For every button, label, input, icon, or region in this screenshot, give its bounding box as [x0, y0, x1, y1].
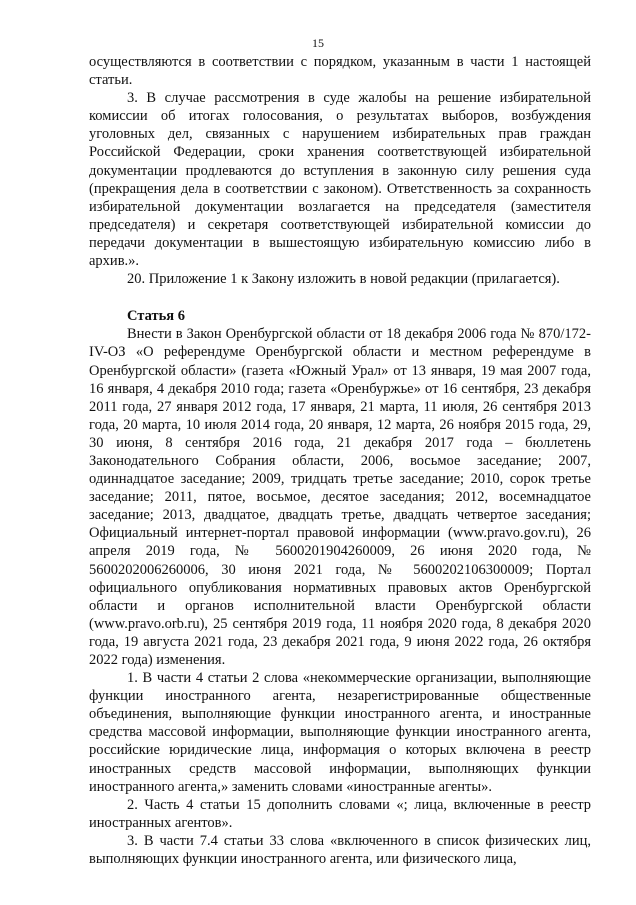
page-number: 15	[312, 36, 324, 50]
paragraph-item-20: 20. Приложение 1 к Закону изложить в новой редакции (прилагается).	[127, 271, 560, 288]
paragraph-item-3b: 3. В части 7.4 статьи 33 слова «включенного в список физических лиц, выполняющих функции иностранного агента, или физического лица,	[89, 832, 591, 868]
paragraph-item-1: 1. В части 4 статьи 2 слова «некоммерческие организации, выполняющие функции иностранного агента, незарегистрированные общественные объединения, выполняющие функции иностранного агента, и иностранные средства массовой информации, выполняющие функции иностранного агента, российские юридические лица, информация о которых включена в реестр иностранных средств массовой информации, выполняющих функции иностранного агента,» заменить словами «иностранные агенты».	[89, 670, 591, 795]
paragraph-item-2: 2. Часть 4 статьи 15 дополнить словами «; лица, включенные в реестр иностранных агентов».	[89, 796, 591, 831]
article-heading: Статья 6	[127, 308, 185, 325]
paragraph-continuation: осуществляются в соответствии с порядком, указанным в части 1 настоящей статьи.	[89, 54, 591, 89]
document-body	[89, 53, 591, 868]
paragraph-item-3: 3. В случае рассмотрения в суде жалобы на решение избирательной комиссии об итогах голосования, о результатах выборов, возбуждения уголовных дел, связанных с нарушением избирательных прав граждан Российской Федерации, сроки хранения соответствующей избирательной документации продлеваются до вступления в законную силу решения суда (прекращения дела в соответствии с законом). Ответственность за сохранность избирательной документации возлагается на председателя (заместителя председателя) и секретаря соответствующей избирательной комиссии до передачи документации в вышестоящую избирательную комиссию либо в архив.».	[89, 90, 591, 270]
article-intro-paragraph: Внести в Закон Оренбургской области от 18 декабря 2006 года № 870/172-IV-ОЗ «О референдуме Оренбургской области и местном референдуме в Оренбургской области» (газета «Южный Урал» от 13 января, 19 мая 2007 года, 16 января, 4 декабря 2010 года; газета «Оренбуржье» от 16 сентября, 23 декабря 2011 года, 27 января 2012 года, 17 января, 21 марта, 11 июля, 26 сентября 2013 года, 20 марта, 10 июля 2014 года, 20 января, 12 марта, 26 ноября 2015 года, 29, 30 июня, 8 сентября 2016 года, 21 декабря 2017 года – бюллетень Законодательного Собрания области, 2006, восьмое заседание; 2007, одиннадцатое заседание; 2009, тридцать третье заседание; 2010, сорок третье заседание; 2011, пятое, восьмое, десятое заседания; 2012, восемнадцатое заседание; 2013, двадцатое, двадцать третье, двадцать четвертое заседания; Официальный интернет-портал правовой информации (www.pravo.gov.ru), 26 апреля 2019 года, № 5600201904260009, 26 июня 2020 года, № 5600202006260006, 30 июня 2021 года, № 5600202106300009; Портал официального опубликования нормативных правовых актов Оренбургской области и органов исполнительной власти Оренбургской области (www.pravo.orb.ru), 25 сентября 2019 года, 11 ноября 2020 года, 8 декабря 2020 года, 19 августа 2021 года, 23 декабря 2021 года, 9 июня 2022 года, 26 октября 2022 года) изменения.	[89, 326, 591, 668]
